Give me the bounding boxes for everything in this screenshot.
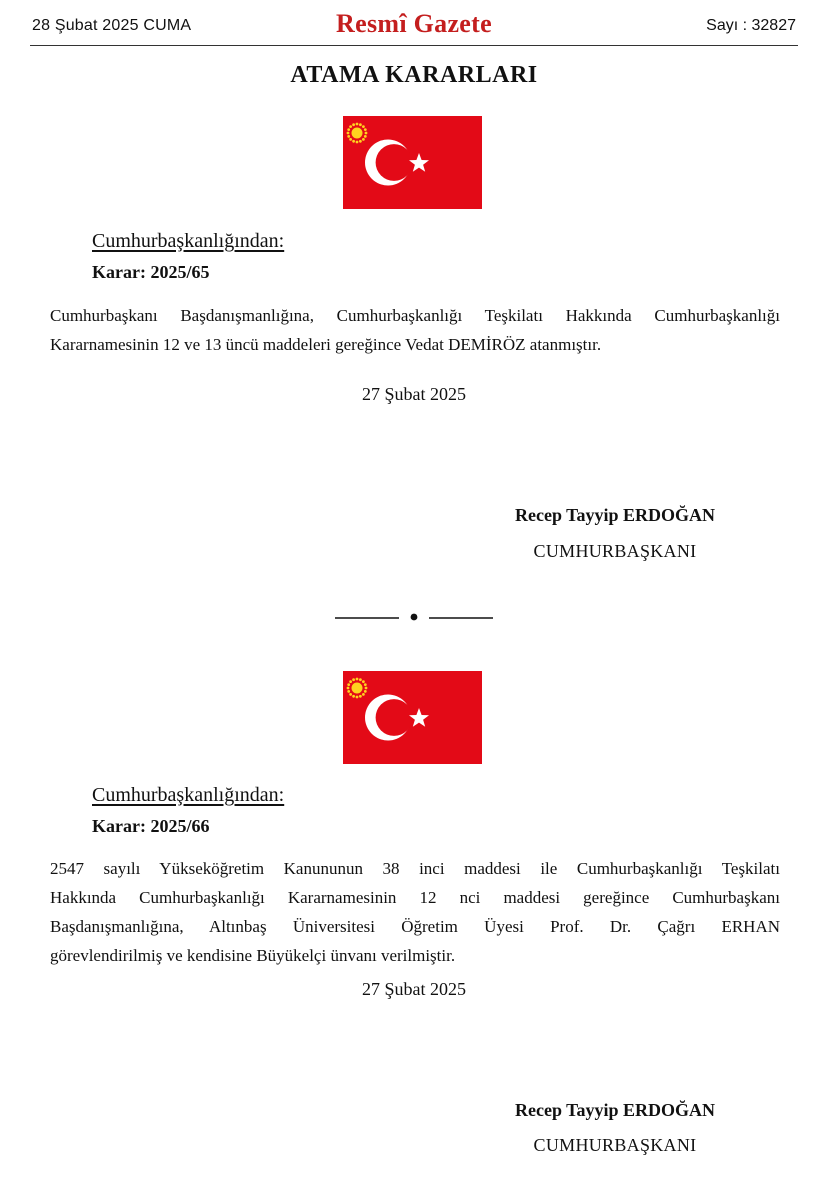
section-title: ATAMA KARARLARI [290, 62, 538, 88]
text-line: görevlendirilmiş ve kendisine Büyükelçi ünvanı verilmiştir. [50, 946, 456, 965]
decision-text [50, 854, 780, 970]
section-separator [333, 608, 495, 624]
signatory-title: CUMHURBAŞKANI [533, 541, 697, 561]
decision-text [50, 301, 780, 359]
signatory-name: Recep Tayyip ERDOĞAN [514, 505, 716, 525]
signatory-title: CUMHURBAŞKANI [533, 1135, 697, 1155]
presidential-flag-icon [343, 671, 482, 764]
decision-date: 27 Şubat 2025 [361, 979, 466, 999]
decision-date: 27 Şubat 2025 [361, 384, 466, 404]
issuing-authority: Cumhurbaşkanlığından: [92, 230, 285, 252]
masthead [30, 0, 798, 46]
text-line: Kararnamesinin 12 ve 13 üncü maddeleri gereğince Vedat DEMİRÖZ atanmıştır. [50, 335, 602, 354]
text-line: Başdanışmanlığına, Altınbaş Üniversitesi Öğretim Üyesi Prof. Dr. Çağrı ERHAN [50, 917, 780, 936]
gazette-title: Resmî Gazete [336, 9, 492, 38]
decree-number: Karar: 2025/66 [92, 816, 210, 836]
text-line: Cumhurbaşkanı Başdanışmanlığına, Cumhurbaşkanlığı Teşkilatı Hakkında Cumhurbaşkanlığı [50, 306, 780, 325]
text-line: Hakkında Cumhurbaşkanlığı Kararnamesinin 12 nci maddesi gereğince Cumhurbaşkanı [50, 888, 780, 907]
issue-date: 28 Şubat 2025 CUMA [32, 17, 192, 34]
issue-number: Sayı : 32827 [706, 17, 796, 34]
text-line: 2547 sayılı Yükseköğretim Kanununun 38 inci maddesi ile Cumhurbaşkanlığı Teşkilatı [50, 859, 780, 878]
signatory-name: Recep Tayyip ERDOĞAN [514, 1100, 716, 1120]
masthead-divider [30, 45, 798, 46]
decree-number: Karar: 2025/65 [92, 262, 210, 282]
issuing-authority: Cumhurbaşkanlığından: [92, 784, 285, 806]
presidential-flag-icon [343, 116, 482, 209]
